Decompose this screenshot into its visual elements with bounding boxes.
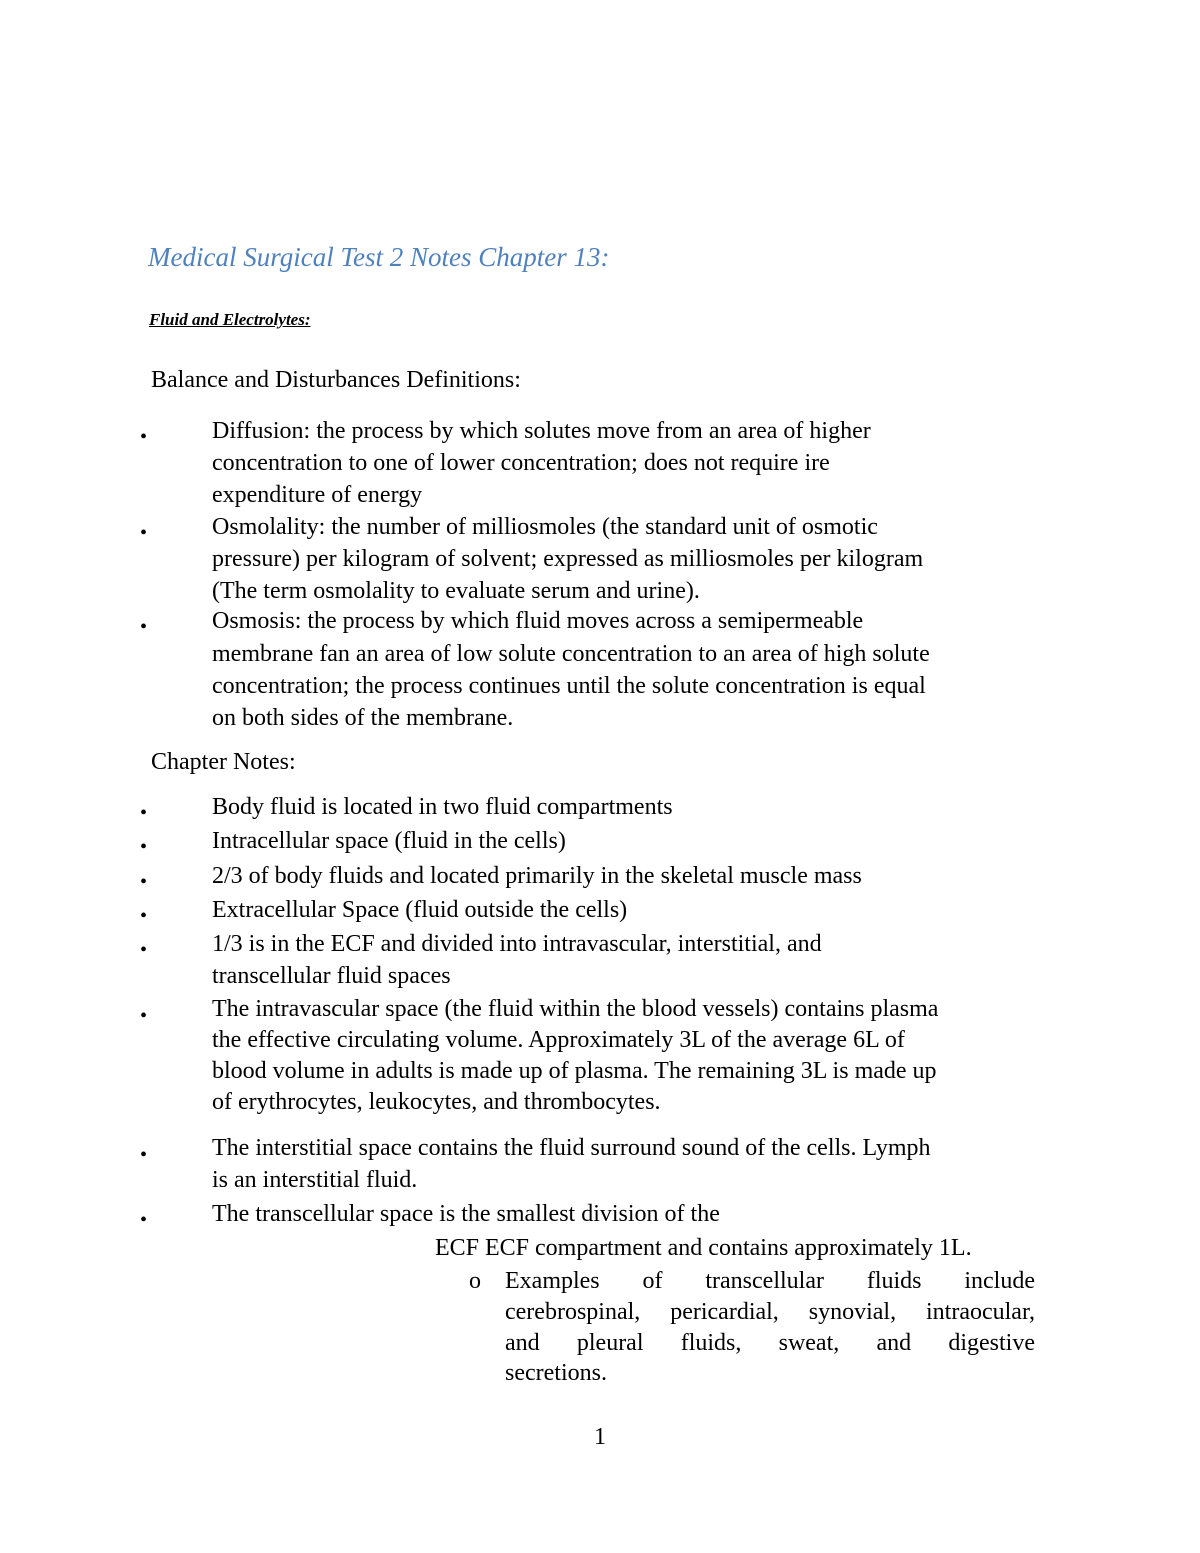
bullet-glyph: • <box>140 616 148 638</box>
note-line: Extracellular Space (fluid outside the cells) <box>212 897 628 923</box>
bullet-glyph: • <box>140 1144 148 1166</box>
bullet-glyph: • <box>140 939 148 961</box>
diffusion-line-2: concentration to one of lower concentration; does not require ire <box>212 450 830 476</box>
bullet-glyph: • <box>140 905 148 927</box>
osmosis-line-3: concentration; the process continues until the solute concentration is equal <box>212 673 926 699</box>
osmosis-line-2: membrane fan an area of low solute concentration to an area of high solute <box>212 641 930 667</box>
sub-bullet-line: Examples of transcellular fluids include <box>505 1268 1035 1294</box>
bullet-glyph: • <box>140 836 148 858</box>
bullet-glyph: • <box>140 522 148 544</box>
note-line: is an interstitial fluid. <box>212 1167 418 1193</box>
sub-bullet-line: cerebrospinal, pericardial, synovial, intraocular, <box>505 1299 1035 1325</box>
note-line: Intracellular space (fluid in the cells) <box>212 828 566 854</box>
note-line: transcellular fluid spaces <box>212 963 451 989</box>
bullet-glyph: • <box>140 426 148 448</box>
note-line: The interstitial space contains the fluid surround sound of the cells. Lymph <box>212 1135 931 1161</box>
osmosis-line-1: Osmosis: the process by which fluid moves across a semipermeable <box>212 608 864 634</box>
note-line: the effective circulating volume. Approximately 3L of the average 6L of <box>212 1027 905 1053</box>
section-subheading: Fluid and Electrolytes: <box>149 310 311 329</box>
osmosis-line-4: on both sides of the membrane. <box>212 705 514 731</box>
note-line: 1/3 is in the ECF and divided into intravascular, interstitial, and <box>212 931 822 957</box>
osmolality-line-3: (The term osmolality to evaluate serum and urine). <box>212 578 700 604</box>
note-line: 2/3 of body fluids and located primarily in the skeletal muscle mass <box>212 863 862 889</box>
sub-bullet-line: secretions. <box>505 1360 607 1386</box>
note-line: of erythrocytes, leukocytes, and thrombocytes. <box>212 1089 661 1115</box>
note-line: Body fluid is located in two fluid compartments <box>212 794 673 820</box>
note-line: The transcellular space is the smallest division of the <box>212 1201 720 1227</box>
bullet-glyph: • <box>140 871 148 893</box>
sub-bullet-marker: o <box>469 1268 481 1294</box>
bullet-glyph: • <box>140 802 148 824</box>
document-title: Medical Surgical Test 2 Notes Chapter 13: <box>148 242 610 272</box>
note-line: blood volume in adults is made up of plasma. The remaining 3L is made up <box>212 1058 937 1084</box>
page-number: 1 <box>594 1424 606 1450</box>
bullet-glyph: • <box>140 1209 148 1231</box>
chapter-notes-heading: Chapter Notes: <box>151 749 296 775</box>
note-line: The intravascular space (the fluid within the blood vessels) contains plasma <box>212 996 939 1022</box>
sub-bullet-line: and pleural fluids, sweat, and digestive <box>505 1330 1035 1356</box>
ecf-continuation: ECF ECF compartment and contains approximately 1L. <box>435 1235 972 1261</box>
bullet-glyph: • <box>140 1005 148 1027</box>
diffusion-line-3: expenditure of energy <box>212 482 423 508</box>
diffusion-line-1: Diffusion: the process by which solutes move from an area of higher <box>212 418 871 444</box>
osmolality-line-1: Osmolality: the number of milliosmoles (the standard unit of osmotic <box>212 514 878 540</box>
osmolality-line-2: pressure) per kilogram of solvent; expressed as milliosmoles per kilogram <box>212 546 924 572</box>
definitions-heading: Balance and Disturbances Definitions: <box>151 367 521 393</box>
